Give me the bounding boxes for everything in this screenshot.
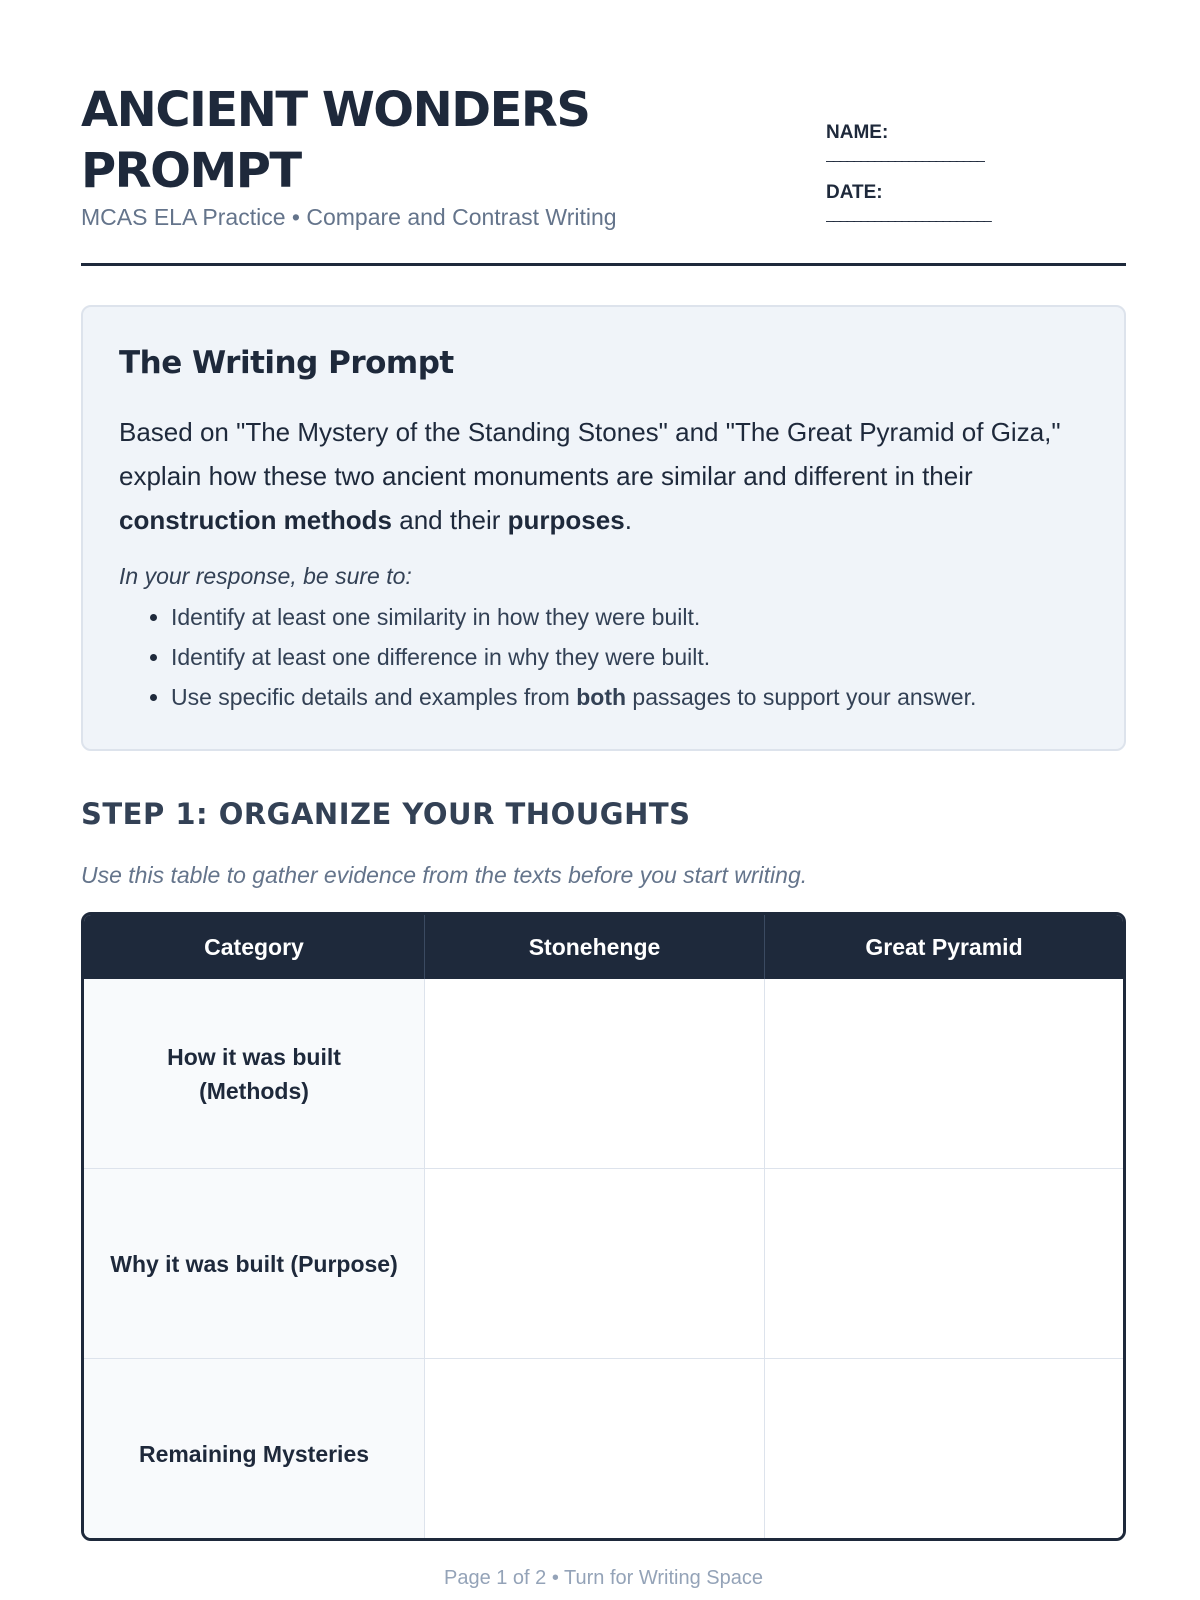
prompt-heading: The Writing Prompt [119,345,454,381]
evidence-table-grid [84,915,1123,1541]
category-label-sub: (Methods) [199,1077,309,1104]
requirements-list [119,597,1079,717]
worksheet-header [81,0,1126,266]
requirement-text-pre: Use specific details and examples from [171,684,577,710]
step-1-heading: STEP 1: ORGANIZE YOUR THOUGHTS [81,797,691,831]
requirement-text-post: passages to support your answer. [626,684,977,710]
column-header-stonehenge: Stonehenge [425,915,765,979]
category-label: How it was built [167,1043,341,1070]
prompt-text-start: Based on "The Mystery of the Standing Stones" and "The Great Pyramid of Giza," explain how these two ancient monuments are similar and different in their [119,417,1061,491]
name-blank: _______________________ [826,146,984,163]
answer-cell-stonehenge-purpose[interactable] [425,1169,765,1359]
answer-cell-stonehenge-mysteries[interactable] [425,1359,765,1542]
worksheet-page [81,0,1126,1589]
writing-prompt-box [81,305,1126,751]
answer-cell-stonehenge-methods[interactable] [425,979,765,1169]
category-cell-purpose [84,1169,425,1359]
column-header-great-pyramid: Great Pyramid [765,915,1124,979]
student-info-fields [826,120,1126,240]
list-item [171,637,1079,677]
category-cell-mysteries [84,1359,425,1542]
requirement-emphasis-both: both [576,684,627,710]
title-line-1: ANCIENT WONDERS [81,82,590,138]
answer-cell-pyramid-mysteries[interactable] [765,1359,1124,1542]
prompt-text-end: . [624,505,632,535]
table-row [84,979,1123,1169]
prompt-text-mid: and their [392,505,508,535]
requirement-text: Identify at least one difference in why they were built. [171,644,711,670]
page-title [81,80,721,202]
evidence-table [81,912,1126,1541]
table-row [84,1359,1123,1542]
date-label: DATE: [826,182,883,203]
step-1-instructions: Use this table to gather evidence from the texts before you start writing. [81,862,808,888]
column-header-category: Category [84,915,425,979]
requirement-text: Identify at least one similarity in how they were built. [171,604,701,630]
prompt-emphasis-purposes: purposes [507,505,625,535]
name-label: NAME: [826,122,889,143]
date-blank: ________________________ [826,206,991,223]
list-item [171,677,1079,717]
category-label: Why it was built (Purpose) [110,1250,398,1277]
prompt-text [119,410,1089,542]
page-subtitle: MCAS ELA Practice • Compare and Contrast Writing [81,204,617,230]
list-item [171,597,1079,637]
prompt-emphasis-methods: construction methods [119,505,393,535]
response-reminder: In your response, be sure to: [119,563,412,589]
page-footer: Page 1 of 2 • Turn for Writing Space [443,1567,764,1589]
category-cell-methods [84,979,425,1169]
answer-cell-pyramid-purpose[interactable] [765,1169,1124,1359]
title-line-2: PROMPT [81,143,301,199]
category-label: Remaining Mysteries [138,1440,370,1467]
answer-cell-pyramid-methods[interactable] [765,979,1124,1169]
table-header-row [84,915,1123,979]
table-row [84,1169,1123,1359]
